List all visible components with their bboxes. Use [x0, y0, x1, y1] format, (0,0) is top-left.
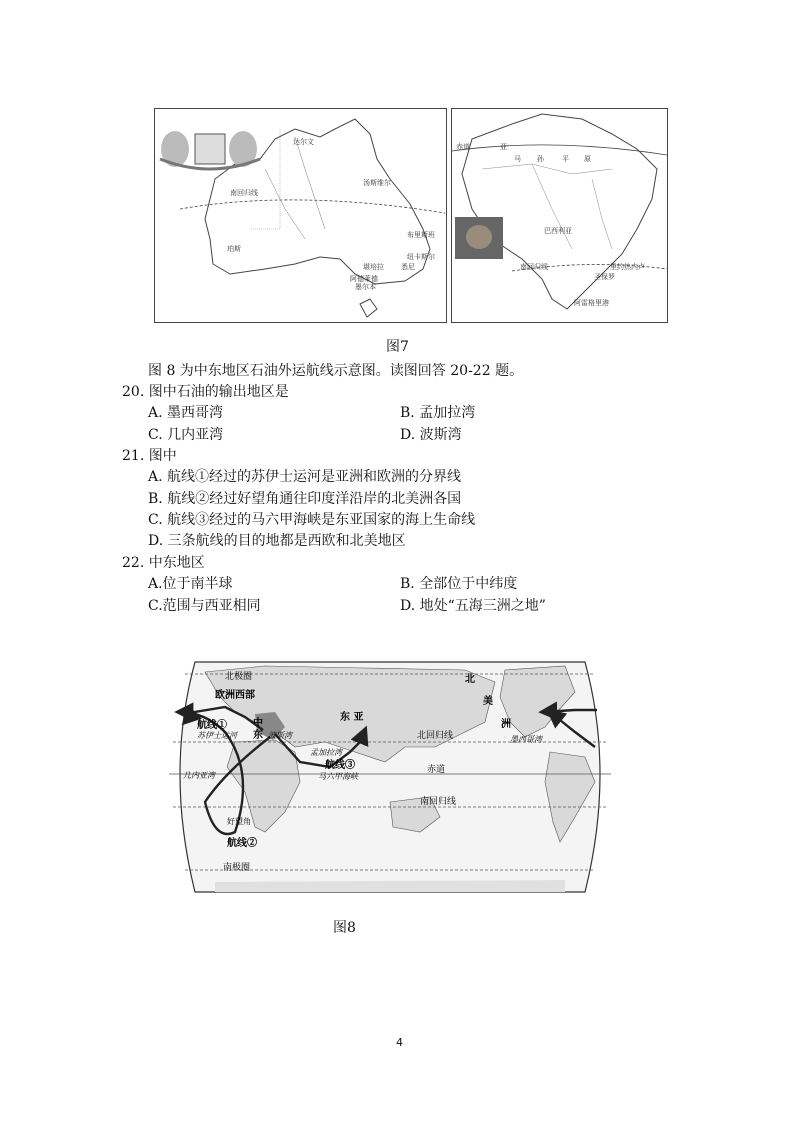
label-route1: 航线① [197, 720, 227, 731]
label-mideast2: 东 [253, 730, 263, 741]
svg-text:里约热内卢: 里约热内卢 [610, 263, 645, 271]
label-guinea: 几内亚湾 [183, 771, 215, 780]
q22-stem: 22. 中东地区 [122, 555, 205, 571]
q21-option-d: D. 三条航线的目的地都是西欧和北美地区 [148, 533, 406, 549]
label-route3: 航线③ [325, 760, 355, 771]
world-route-map [165, 652, 615, 904]
intro-text: 图 8 为中东地区石油外运航线示意图。读图回答 20-22 题。 [148, 363, 524, 379]
svg-text:巴西利亚: 巴西利亚 [544, 227, 572, 235]
svg-text:阿德莱德: 阿德莱德 [350, 275, 378, 283]
q20-option-c: C. 几内亚湾 [148, 427, 224, 443]
label-eastasia: 东 亚 [340, 712, 364, 723]
q21-option-b: B. 航线②经过好望角通往印度洋沿岸的北美洲各国 [148, 491, 462, 507]
svg-text:南回归线: 南回归线 [230, 189, 258, 197]
q20-option-d: D. 波斯湾 [400, 427, 462, 443]
page-number: 4 [396, 1036, 403, 1049]
label-equator: 赤道 [427, 765, 446, 775]
svg-text:达尔文: 达尔文 [293, 138, 314, 146]
q22-option-c: C.范围与西亚相同 [148, 598, 261, 614]
label-na1: 北 [465, 674, 475, 685]
svg-text:珀斯: 珀斯 [227, 245, 241, 253]
q21-stem: 21. 图中 [122, 448, 177, 464]
svg-text:原: 原 [584, 155, 591, 163]
svg-text:汤斯维尔: 汤斯维尔 [363, 179, 391, 187]
svg-text:布里斯班: 布里斯班 [407, 231, 435, 239]
svg-text:纽卡斯尔: 纽卡斯尔 [407, 253, 435, 261]
q22-option-d: D. 地处“五海三洲之地” [400, 598, 546, 614]
svg-text:马: 马 [514, 155, 521, 163]
label-malacca: 马六甲海峡 [318, 772, 358, 781]
svg-text:圣保罗: 圣保罗 [594, 273, 615, 281]
svg-text:阿雷格里港: 阿雷格里港 [574, 299, 609, 307]
svg-text:南回归线: 南回归线 [520, 263, 548, 271]
label-mexico: 墨西哥湾 [510, 735, 542, 744]
label-mideast1: 中 [253, 718, 263, 729]
label-europe: 欧洲西部 [215, 690, 255, 701]
label-tropic-s: 南回归线 [420, 797, 457, 807]
figure7-caption: 图7 [386, 339, 409, 355]
svg-text:赤道: 赤道 [456, 143, 470, 151]
q20-stem: 20. 图中石油的输出地区是 [122, 384, 289, 400]
coat-of-arms-emblem [160, 131, 260, 169]
q20-option-a: A. 墨西哥湾 [148, 405, 224, 421]
antarctica-landmass [215, 880, 565, 892]
q22-option-a: A.位于南半球 [148, 576, 233, 592]
australia-map [154, 108, 447, 323]
q20-option-b: B. 孟加拉湾 [400, 405, 476, 421]
label-arctic: 北极圈 [225, 672, 253, 682]
brazil-map-drawing [452, 109, 667, 322]
svg-text:亚: 亚 [500, 143, 507, 151]
svg-text:墨尔本: 墨尔本 [355, 283, 376, 291]
label-tropic-n: 北回归线 [417, 731, 454, 741]
label-bengal: 孟加拉湾 [310, 748, 342, 757]
svg-text:堪培拉: 堪培拉 [363, 263, 384, 271]
label-na3: 洲 [501, 719, 511, 730]
q21-option-c: C. 航线③经过的马六甲海峡是东亚国家的海上生命线 [148, 512, 476, 528]
label-route2: 航线② [227, 838, 257, 849]
label-na2: 美 [483, 696, 493, 707]
svg-text:悉尼: 悉尼 [401, 263, 415, 271]
svg-text:平: 平 [562, 155, 569, 163]
svg-text:孙: 孙 [537, 155, 544, 163]
label-suez: 苏伊士运河 [197, 731, 237, 740]
brazil-map [451, 108, 668, 323]
label-persian: 波斯湾 [268, 731, 292, 740]
australia-map-drawing [155, 109, 446, 322]
label-antarctic: 南极圈 [223, 863, 251, 873]
label-cape: 好望角 [227, 817, 251, 826]
q22-option-b: B. 全部位于中纬度 [400, 576, 518, 592]
q21-option-a: A. 航线①经过的苏伊士运河是亚洲和欧洲的分界线 [148, 469, 462, 485]
figure8-caption: 图8 [333, 920, 356, 936]
